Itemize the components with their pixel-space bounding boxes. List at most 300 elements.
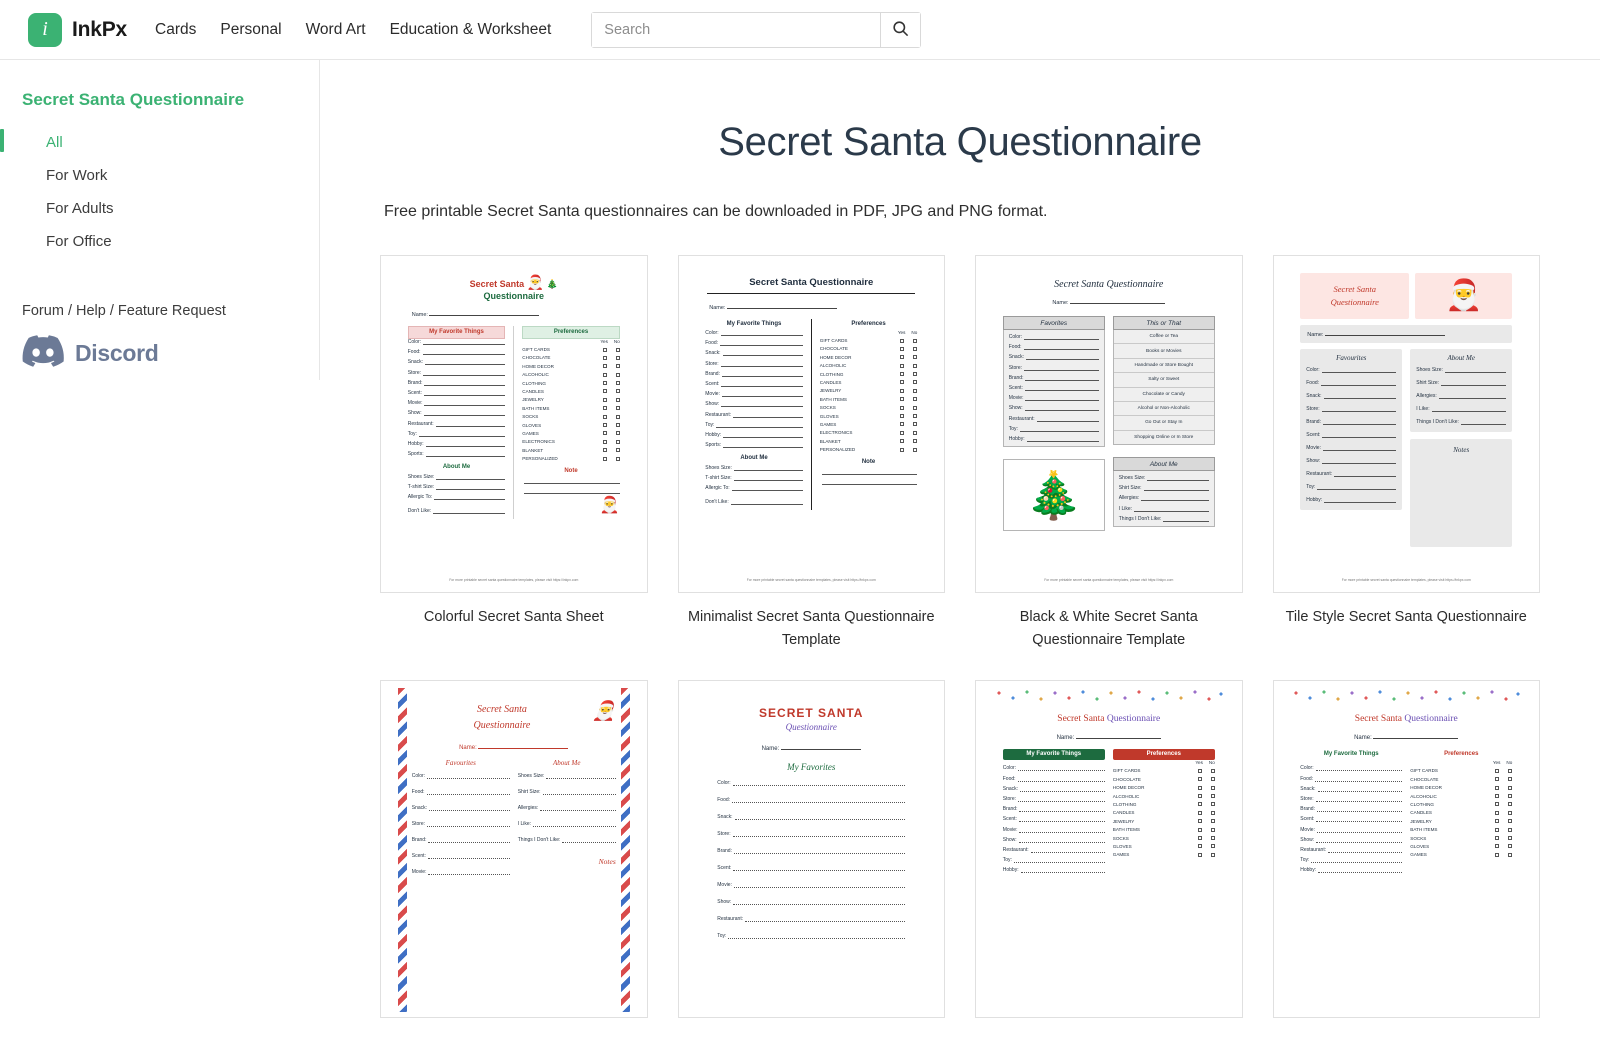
no-checkbox[interactable] [1211, 819, 1215, 823]
sidebar [0, 60, 320, 380]
yes-checkbox[interactable] [1198, 853, 1202, 857]
no-checkbox[interactable] [616, 381, 620, 385]
sidebar-item-all[interactable] [0, 126, 319, 159]
field-label: Show: [1002, 836, 1017, 843]
field-label: Show: [705, 401, 720, 408]
preferences-column [1113, 749, 1215, 877]
favorites-heading: My Favorite Things [1323, 751, 1379, 758]
nav-item-word-art[interactable]: Word Art [305, 20, 366, 38]
thisorthat-column [1113, 316, 1215, 531]
sheet-preview [1290, 263, 1522, 587]
yes-checkbox[interactable] [1495, 811, 1499, 815]
field-label: Snack: [1300, 785, 1316, 792]
no-checkbox[interactable] [1211, 853, 1215, 857]
pref-label: JEWELRY [522, 397, 544, 403]
sheet-preview: Secret Santa 🎅 Questionnaire Name: Favourites Color: Food: Snack: Store: Brand: Scent: Movie: About Me Shoes Size: Shirt Size: Allergies: I Like: Things I Don't Like: Notes [398, 688, 630, 1012]
yes-checkbox[interactable] [603, 373, 607, 377]
pref-label: BATH ITEMS [1112, 827, 1140, 833]
field-label: Snack: [411, 805, 428, 812]
yes-checkbox[interactable] [900, 372, 904, 376]
field-label: Movie: [407, 400, 423, 407]
yes-checkbox[interactable] [603, 440, 607, 444]
yes-checkbox[interactable] [603, 423, 607, 427]
field-label: Food: [1002, 775, 1016, 782]
pref-label: BATH ITEMS [1410, 827, 1438, 833]
sheet-title: Secret Santa Questionnaire [1054, 279, 1164, 290]
no-label: No [1506, 760, 1513, 766]
inkpx-logo-icon: i [28, 13, 62, 47]
no-checkbox[interactable] [913, 364, 917, 368]
yes-checkbox[interactable] [1198, 777, 1202, 781]
field-label: Hobby: [1008, 435, 1025, 442]
yes-checkbox[interactable] [1198, 836, 1202, 840]
sidebar-title: Secret Santa Questionnaire [22, 90, 245, 109]
field-label: T-shirt Size: [705, 475, 732, 482]
template-card[interactable] [975, 680, 1243, 1042]
yes-checkbox[interactable] [603, 431, 607, 435]
yes-checkbox[interactable] [900, 355, 904, 359]
field-label: Snack: [407, 359, 424, 366]
feature-request-link[interactable]: Feature Request [117, 303, 226, 319]
no-checkbox[interactable] [616, 364, 620, 368]
field-label: Restaurant: [1300, 846, 1327, 853]
pref-label: HOME DECOR [1112, 785, 1145, 791]
pref-label: GIFT CARDS [819, 338, 848, 343]
thisorthat-option: Salty or Sweet [1114, 373, 1214, 387]
field-label: Toy: [1008, 425, 1018, 432]
no-checkbox[interactable] [1211, 794, 1215, 798]
field-label: Restaurant: [1002, 846, 1029, 853]
yes-checkbox[interactable] [603, 389, 607, 393]
sheet-preview [993, 688, 1225, 1012]
no-checkbox[interactable] [1508, 844, 1512, 848]
help-link[interactable]: Help [76, 303, 106, 319]
yes-checkbox[interactable] [1495, 853, 1499, 857]
thisorthat-option: Go Out or Stay In [1114, 416, 1214, 430]
yes-checkbox[interactable] [900, 397, 904, 401]
field-label: Allergies: [1118, 495, 1140, 502]
nav-item-education-worksheet[interactable]: Education & Worksheet [389, 20, 552, 38]
field-label: Hobby: [1306, 496, 1323, 503]
name-label: Name: [1307, 331, 1324, 338]
yes-checkbox[interactable] [1495, 802, 1499, 806]
field-label: Hobby: [1002, 867, 1019, 874]
field-label: Sports: [407, 451, 424, 458]
no-checkbox[interactable] [616, 415, 620, 419]
yes-checkbox[interactable] [603, 364, 607, 368]
preferences-column [1410, 749, 1512, 877]
yes-checkbox[interactable] [900, 380, 904, 384]
sheet-title-line2: Questionnaire [483, 291, 544, 301]
no-checkbox[interactable] [1508, 769, 1512, 773]
template-caption[interactable]: Colorful Secret Santa Sheet [423, 609, 604, 625]
field-label: Scent: [705, 380, 720, 387]
yes-label: Yes [600, 339, 608, 344]
field-label: Sports: [705, 442, 722, 449]
no-checkbox[interactable] [616, 431, 620, 435]
pref-label: BLANKET [819, 438, 841, 444]
field-label: Food: [411, 789, 425, 796]
sheet-title-line1: Secret Santa [476, 704, 527, 716]
sheet-name-field [993, 298, 1225, 306]
template-card[interactable] [975, 255, 1243, 676]
sheet-footer-note: For more printable secret santa questionnaire templates, please visit https://inkpx.com [1044, 578, 1174, 582]
field-label: Shoes Size: [705, 465, 732, 472]
no-label: No [1208, 760, 1215, 766]
link-separator: / [67, 303, 72, 319]
yes-checkbox[interactable] [900, 422, 904, 426]
sheet-name-field [993, 733, 1225, 741]
no-checkbox[interactable] [1211, 769, 1215, 773]
no-checkbox[interactable] [1508, 811, 1512, 815]
pref-label: CHOCOLATE [819, 346, 848, 352]
template-thumbnail-blackwhite[interactable] [975, 255, 1243, 593]
no-checkbox[interactable] [616, 448, 620, 452]
yes-checkbox[interactable] [1495, 819, 1499, 823]
field-label: Color: [717, 780, 731, 787]
pref-label: BATH ITEMS [522, 405, 550, 411]
yes-checkbox[interactable] [900, 339, 904, 343]
thisorthat-option: Books or Movies [1114, 344, 1214, 358]
field-label: Brand: [1306, 418, 1321, 425]
pref-label: CANDLES [1410, 810, 1432, 816]
sidebar-footer [0, 303, 319, 372]
pref-label: CLOTHING [522, 380, 546, 386]
favourites-column [1300, 349, 1402, 547]
yes-checkbox[interactable] [900, 406, 904, 410]
no-checkbox[interactable] [1508, 853, 1512, 857]
about-me-heading: About Me [553, 759, 581, 768]
yes-checkbox[interactable] [603, 448, 607, 452]
preferences-heading: Preferences [522, 326, 620, 339]
no-checkbox[interactable] [913, 439, 917, 443]
field-label: Brand: [1008, 374, 1024, 381]
field-label: Don't Like: [705, 499, 729, 506]
field-label: Scent: [407, 389, 422, 396]
search-icon [891, 19, 910, 41]
no-checkbox[interactable] [1508, 828, 1512, 832]
field-label: Allergies: [517, 805, 539, 812]
template-card[interactable] [1273, 680, 1541, 1042]
pref-label: JEWELRY [819, 388, 842, 394]
field-label: Store: [407, 369, 422, 376]
yes-checkbox[interactable] [1495, 777, 1499, 781]
yes-checkbox[interactable] [900, 439, 904, 443]
field-label: Color: [1306, 366, 1320, 373]
no-checkbox[interactable] [913, 414, 917, 418]
field-label: Color: [1300, 765, 1314, 772]
name-line [1373, 733, 1458, 739]
no-checkbox[interactable] [1211, 836, 1215, 840]
name-line [1325, 330, 1445, 336]
name-line [429, 310, 539, 316]
field-label: Brand: [1002, 806, 1018, 813]
no-checkbox[interactable] [913, 448, 917, 452]
sheet-footer-note: For more printable secret santa questionnaire templates, please visit https://inkpx.com [746, 578, 876, 582]
field-label: Movie: [411, 869, 427, 876]
pref-label: HOME DECOR [522, 363, 554, 369]
field-label: Food: [1008, 344, 1022, 351]
field-label: Snack: [1008, 354, 1025, 361]
no-checkbox[interactable] [1508, 836, 1512, 840]
santa-illustration: 🎅 [1415, 273, 1512, 319]
yes-checkbox[interactable] [1198, 811, 1202, 815]
field-label: Things I Don't Like: [1118, 515, 1162, 522]
favorites-column [1003, 749, 1105, 877]
yes-checkbox[interactable] [1198, 828, 1202, 832]
yes-checkbox[interactable] [1495, 786, 1499, 790]
field-label: I Like: [1416, 405, 1430, 412]
field-label: Store: [1008, 364, 1023, 371]
field-label: Toy: [705, 421, 715, 428]
app-header [0, 0, 1600, 60]
no-checkbox[interactable] [616, 389, 620, 393]
field-label: Toy: [1300, 857, 1310, 864]
no-checkbox[interactable] [616, 398, 620, 402]
about-me-heading: About Me [1113, 457, 1215, 471]
no-checkbox[interactable] [1508, 819, 1512, 823]
no-checkbox[interactable] [616, 457, 620, 461]
no-checkbox[interactable] [616, 356, 620, 360]
template-caption[interactable]: Tile Style Secret Santa Questionnaire [1285, 609, 1527, 625]
favourites-column [412, 759, 510, 885]
name-label: Name: [1056, 735, 1075, 742]
name-label: Name: [761, 746, 780, 753]
template-card[interactable] [380, 255, 648, 676]
pref-label: SOCKS [1410, 835, 1427, 841]
no-checkbox[interactable] [1508, 777, 1512, 781]
yes-checkbox[interactable] [1495, 794, 1499, 798]
sidebar-item-for-work[interactable] [0, 159, 319, 192]
sheet-name-field [695, 744, 927, 752]
forum-link[interactable]: Forum [22, 303, 64, 319]
no-checkbox[interactable] [1211, 828, 1215, 832]
no-checkbox[interactable] [913, 372, 917, 376]
field-label: Shoes Size: [1118, 475, 1146, 481]
template-thumbnail-confetti-plain[interactable] [1273, 680, 1541, 1018]
no-checkbox[interactable] [1508, 802, 1512, 806]
yes-checkbox[interactable] [900, 347, 904, 351]
template-card[interactable] [380, 680, 648, 1042]
field-label: Restaurant: [705, 411, 732, 418]
thisorthat-option: Alcohol or Non-Alcoholic [1114, 402, 1214, 416]
yes-checkbox[interactable] [900, 431, 904, 435]
no-checkbox[interactable] [913, 389, 917, 393]
template-card[interactable] [678, 255, 946, 676]
name-label: Name: [411, 312, 428, 318]
field-label: Color: [705, 330, 719, 336]
discord-link[interactable] [22, 335, 319, 372]
field-label: I Like: [517, 821, 532, 828]
sidebar-item-for-adults[interactable] [0, 192, 319, 225]
sidebar-item-label: For Work [46, 167, 108, 184]
no-checkbox[interactable] [913, 422, 917, 426]
no-checkbox[interactable] [616, 373, 620, 377]
no-checkbox[interactable] [913, 347, 917, 351]
forum-help-feature-links [22, 303, 319, 319]
no-checkbox[interactable] [1211, 844, 1215, 848]
field-label: Food: [705, 340, 719, 347]
sheet-footer-note: For more printable secret santa questionnaire templates, please visit https://inkpx.com [1341, 578, 1471, 582]
sheet-name-field [412, 743, 616, 751]
sidebar-item-label: For Office [46, 233, 112, 250]
pref-label: GIFT CARDS [1112, 768, 1141, 774]
field-label: I Like: [1118, 505, 1133, 512]
yes-checkbox[interactable] [900, 448, 904, 452]
sheet-title-line1: Secret Santa [1354, 714, 1403, 725]
yes-checkbox[interactable] [603, 457, 607, 461]
field-label: Movie: [1008, 395, 1024, 402]
name-line [781, 744, 861, 750]
sheet-name-field [412, 310, 630, 318]
no-checkbox[interactable] [1211, 811, 1215, 815]
pref-label: CANDLES [1112, 810, 1135, 816]
no-checkbox[interactable] [616, 423, 620, 427]
template-thumbnail-colorful[interactable] [380, 255, 648, 593]
pref-label: CLOTHING [819, 371, 844, 377]
name-line [727, 303, 837, 309]
sheet-name-field [1300, 325, 1512, 343]
sheet-name-field [1290, 733, 1522, 741]
template-thumbnail-tile[interactable] [1273, 255, 1541, 593]
no-checkbox[interactable] [616, 440, 620, 444]
field-label: Things I Don't Like: [517, 837, 561, 844]
field-label: Don't Like: [407, 508, 432, 515]
no-checkbox[interactable] [913, 397, 917, 401]
template-caption[interactable]: Minimalist Secret Santa Questionnaire Template [687, 609, 935, 649]
field-label: Show: [1306, 457, 1321, 464]
field-label: Color: [407, 339, 422, 345]
template-card[interactable] [1273, 255, 1541, 676]
field-label: Food: [407, 349, 421, 356]
template-card[interactable] [678, 680, 946, 1042]
template-thumbnail-striped[interactable] [380, 680, 648, 1018]
pref-label: PERSONALIZED [819, 447, 856, 453]
pref-label: CLOTHING [1410, 801, 1434, 807]
yes-checkbox[interactable] [1495, 844, 1499, 848]
field-label: Restaurant: [407, 420, 434, 427]
link-separator: / [109, 303, 114, 319]
yes-checkbox[interactable] [1198, 786, 1202, 790]
yes-checkbox[interactable] [603, 415, 607, 419]
template-thumbnail-redgreen[interactable] [678, 680, 946, 1018]
no-checkbox[interactable] [913, 380, 917, 384]
pref-label: GLOVES [819, 413, 839, 419]
yes-checkbox[interactable] [1495, 769, 1499, 773]
pref-label: CHOCOLATE [522, 355, 551, 361]
favorites-column [408, 326, 506, 519]
yes-checkbox[interactable] [1198, 819, 1202, 823]
no-checkbox[interactable] [913, 431, 917, 435]
field-label: Movie: [1300, 826, 1315, 833]
template-thumbnail-confetti-green[interactable] [975, 680, 1243, 1018]
field-label: Show: [717, 899, 732, 906]
field-label: Things I Don't Like: [1416, 418, 1459, 425]
sheet-title-line1: Secret Santa [1333, 284, 1376, 294]
no-checkbox[interactable] [616, 348, 620, 352]
field-label: Show: [1008, 405, 1023, 412]
field-label: Food: [717, 797, 731, 804]
pref-label: ELECTRONICS [522, 439, 555, 445]
field-label: Restaurant: [1306, 470, 1333, 477]
template-thumbnail-minimalist[interactable] [678, 255, 946, 593]
no-checkbox[interactable] [1508, 786, 1512, 790]
field-label: Scent: [1002, 816, 1017, 823]
yes-label: Yes [1195, 760, 1203, 766]
field-label: Allergic To: [705, 485, 730, 492]
yes-checkbox[interactable] [603, 381, 607, 385]
pref-label: ALCOHOLIC [522, 372, 549, 378]
nav-item-personal[interactable]: Personal [220, 20, 282, 38]
field-label: Brand: [407, 379, 423, 386]
pref-label: JEWELRY [1112, 818, 1135, 824]
nav-item-cards[interactable]: Cards [155, 20, 197, 38]
sidebar-item-for-office[interactable] [0, 225, 319, 258]
no-checkbox[interactable] [913, 355, 917, 359]
yes-checkbox[interactable] [1495, 828, 1499, 832]
field-label: Restaurant: [717, 916, 744, 923]
yes-checkbox[interactable] [900, 364, 904, 368]
field-label: Scent: [411, 853, 426, 860]
yes-checkbox[interactable] [900, 389, 904, 393]
yes-checkbox[interactable] [603, 356, 607, 360]
sheet-preview [993, 263, 1225, 587]
pref-label: BATH ITEMS [819, 396, 847, 402]
christmas-tree-icon: 🎄 [1025, 468, 1083, 521]
page-body [0, 60, 1600, 940]
yes-checkbox[interactable] [1198, 802, 1202, 806]
no-checkbox[interactable] [913, 339, 917, 343]
sheet-title-line2: Questionnaire [1330, 296, 1379, 307]
name-label: Name: [709, 305, 726, 311]
field-label: Shirt Size: [517, 789, 541, 796]
search-input[interactable] [592, 13, 880, 47]
sheet-name-field [709, 303, 927, 311]
yes-checkbox[interactable] [1198, 844, 1202, 848]
yes-checkbox[interactable] [603, 348, 607, 352]
no-checkbox[interactable] [1211, 786, 1215, 790]
no-checkbox[interactable] [913, 406, 917, 410]
pref-label: ALCOHOLIC [1410, 793, 1437, 799]
note-heading: Note [564, 468, 578, 475]
template-caption[interactable]: Black & White Secret Santa Questionnaire Template [1019, 609, 1198, 649]
pref-label: SOCKS [1112, 835, 1129, 841]
pref-label: ALCOHOLIC [819, 363, 847, 369]
no-checkbox[interactable] [1211, 777, 1215, 781]
brand-logo[interactable] [28, 13, 127, 47]
no-checkbox[interactable] [1508, 794, 1512, 798]
search-button[interactable] [880, 13, 920, 47]
yes-checkbox[interactable] [900, 414, 904, 418]
pref-label: CANDLES [522, 388, 544, 394]
pref-label: ALCOHOLIC [1112, 793, 1140, 799]
yes-checkbox[interactable] [603, 398, 607, 402]
page-description: Free printable Secret Santa questionnaires can be downloaded in PDF, JPG and PNG format. [384, 203, 1048, 220]
favorites-heading: Favorites [1003, 316, 1105, 330]
yes-checkbox[interactable] [1198, 794, 1202, 798]
yes-checkbox[interactable] [1495, 836, 1499, 840]
main-content [320, 60, 1600, 940]
yes-checkbox[interactable] [1198, 769, 1202, 773]
field-label: Store: [705, 360, 719, 367]
field-label: Hobby: [1300, 867, 1317, 874]
preferences-column: Preferences Yes No GIFT CARDS CHOCOLATE HOME DECOR ALCOHOLIC CLOTHING CANDLES JEWELRY BATH ITEMS SOCKS GLOVES GAMES ELECTRONICS BLANKET PERSONALIZED Note 🎅 [522, 326, 620, 519]
no-checkbox[interactable] [616, 406, 620, 410]
yes-checkbox[interactable] [603, 406, 607, 410]
field-label: Shoes Size: [1416, 366, 1443, 373]
no-checkbox[interactable] [1211, 802, 1215, 806]
confetti-decoration [993, 688, 1225, 704]
